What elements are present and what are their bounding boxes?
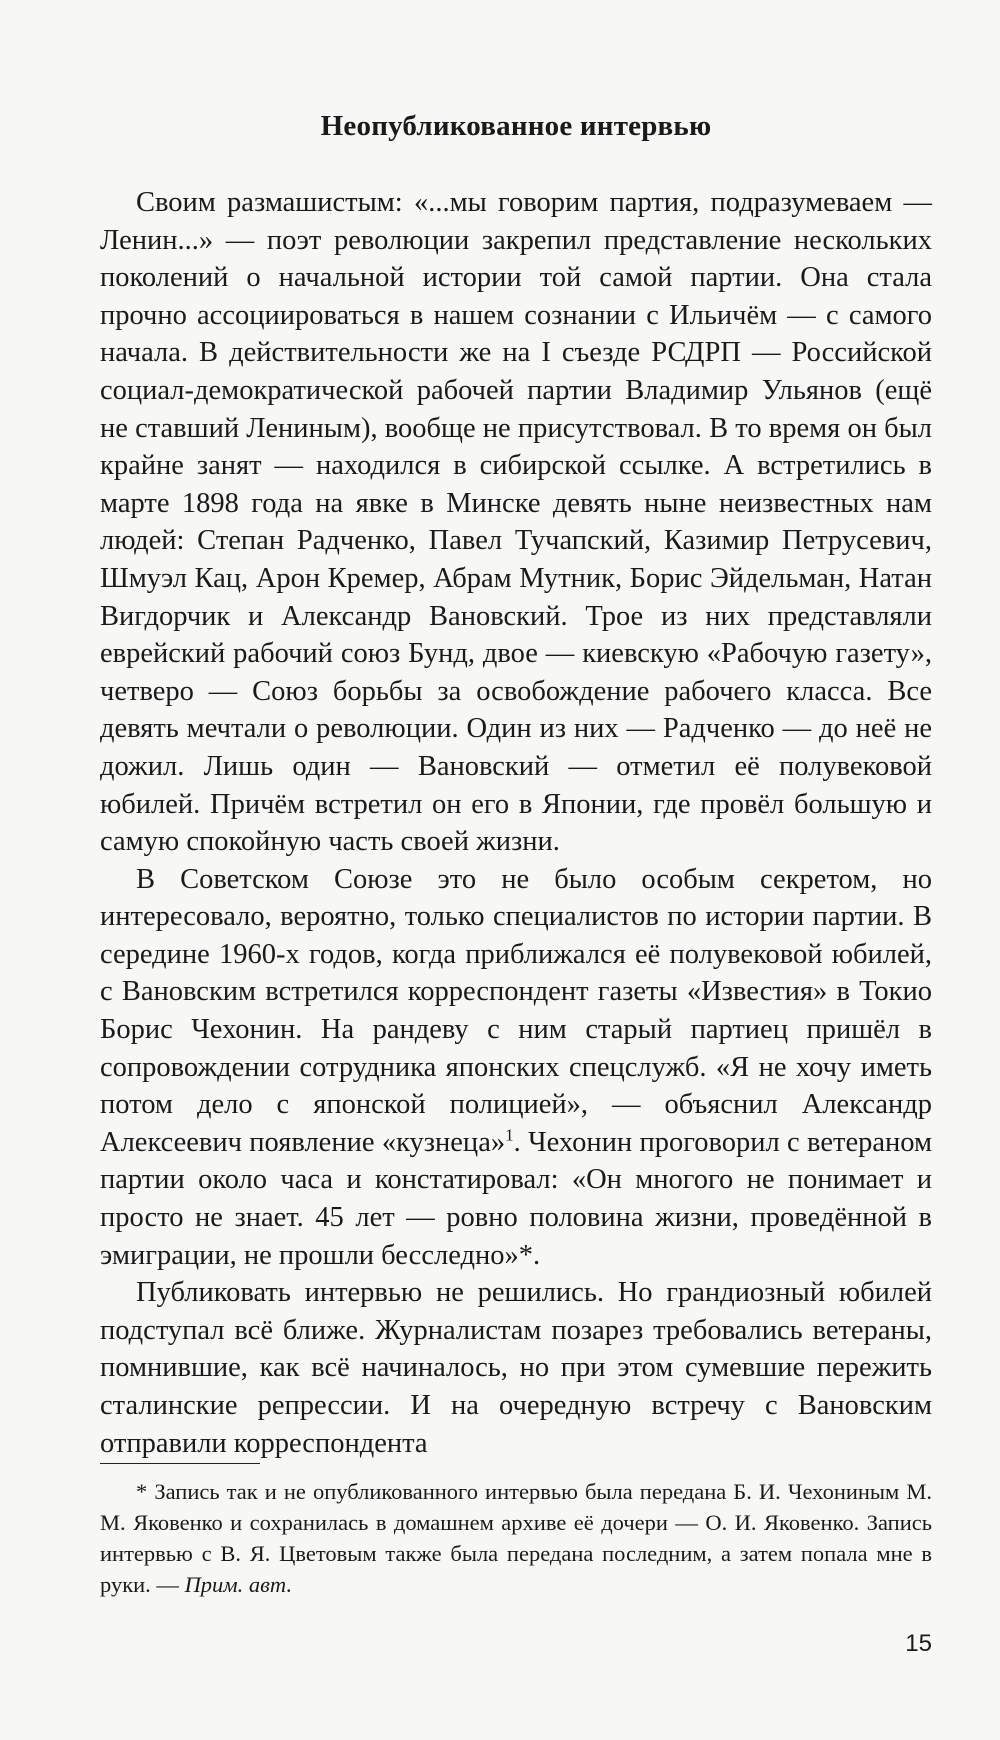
paragraph-1: Своим размашистым: «...мы говорим партия, подразумеваем — Ленин...» — поэт революции закрепил представление нескольких поколений о начальной истории той самой партии. Она стала прочно ассоциироваться в нашем сознании с Ильичём — с самого начала. В действительности же на I съезде РСДРП — Российской социал-демократической рабочей партии Владимир Ульянов (ещё не ставший Лениным), вообще не присутствовал. В то время он был крайне занят — находился в сибирской ссылке. А встретились в марте 1898 года на явке в Минске девять ныне неизвестных нам людей: Степан Радченко, Павел Тучапский, Казимир Петрусевич, Шмуэл Кац, Арон Кремер, Абрам Мутник, Борис Эйдельман, Натан Вигдорчик и Александр Вановский. Трое из них представляли еврейский рабочий союз Бунд, двое — киевскую «Рабочую газету», четверо — Союз борьбы за освобождение рабочего класса. Все девять мечтали о революции. Один из них — Радченко — до неё не дожил. Лишь один — Вановский — отметил её полувековой юбилей. Причём встретил он его в Японии, где провёл большую и самую спокойную часть своей жизни. (100, 187, 932, 858)
paragraph-2-text-a: В Советском Союзе это не было особым секретом, но интересовало, вероятно, только специалистов по истории партии. В середине 1960-х годов, когда приближался её полувековой юбилей, с Вановским встретился корреспондент газеты «Известия» в Токио Борис Чехонин. На рандеву с ним старый партиец пришёл в сопровождении сотрудника японских спецслужб. «Я не хочу иметь потом дело с японской полицией», — объяснил Александр Алексеевич появление «кузнеца» (100, 863, 932, 1158)
footnote (100, 1476, 932, 1600)
footnote-divider (100, 1463, 260, 1464)
page-body (100, 108, 932, 1462)
page-title: Неопубликованное интервью (320, 110, 712, 142)
footnote-signature: Прим. авт. (184, 1572, 293, 1597)
paragraph-2-text-b: . Чехонин проговорил с ветераном партии около часа и констатировал: «Он многого не понимает и просто не знает. 45 лет — ровно половина жизни, проведённой в эмиграции, не прошли бесследно»*. (100, 1126, 932, 1271)
page-number: 15 (905, 1630, 932, 1657)
footnote-text: * Запись так и не опубликованного интервью была передана Б. И. Чехониным М. М. Яковенко и сохранилась в домашнем архиве её дочери — О. И. Яковенко. Запись интервью с В. Я. Цветовым также была передана последним, а затем попала мне в руки. — (100, 1479, 932, 1597)
footnote-ref-1: 1 (505, 1125, 514, 1145)
paragraph-2 (100, 861, 932, 1275)
paragraph-3: Публиковать интервью не решились. Но грандиозный юбилей подступал всё ближе. Журналистам позарез требовались ветераны, помнившие, как всё начиналось, но при этом сумевшие пережить сталинские репрессии. И на очередную встречу с Вановским отправили корреспондента (100, 1277, 932, 1459)
